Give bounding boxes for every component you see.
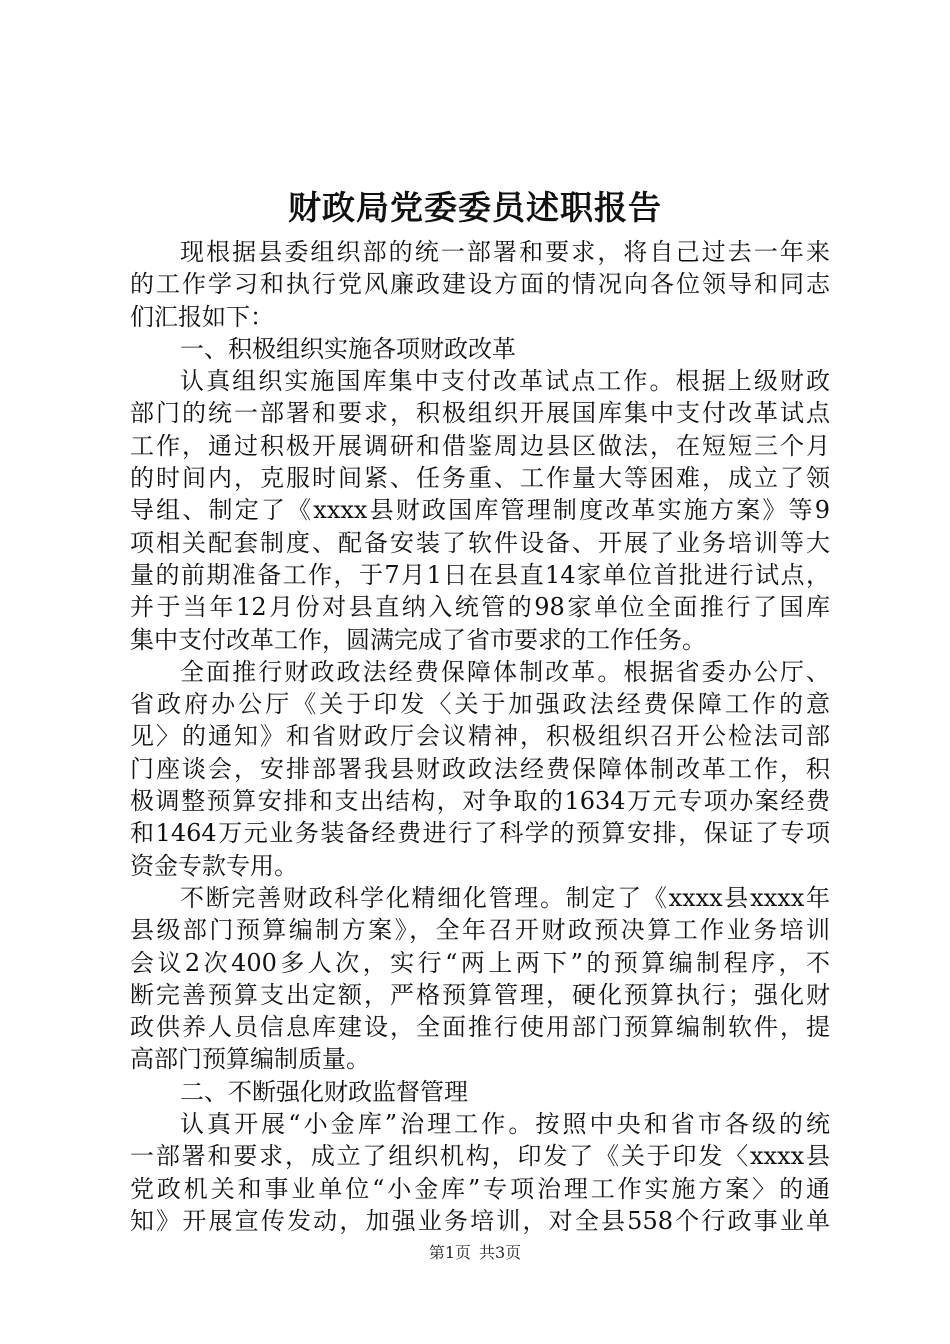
text-line: 认真组织实施国库集中支付改革试点工作。根据上级财政 <box>180 367 830 396</box>
text-line: 会议2次400多人次，实行“两上两下”的预算编制程序，不 <box>130 948 830 977</box>
text-line: 项相关配套制度、配备安装了软件设备、开展了业务培训等大 <box>130 528 830 557</box>
text-line: 认真开展“小金库”治理工作。按照中央和省市各级的统 <box>180 1110 830 1139</box>
text-line: 断完善预算支出定额，严格预算管理，硬化预算执行；强化财 <box>130 980 830 1009</box>
text-line: 门座谈会，安排部署我县财政政法经费保障体制改革工作，积 <box>130 754 830 783</box>
text-line: 高部门预算编制质量。 <box>130 1045 370 1074</box>
text-line: 不断完善财政科学化精细化管理。制定了《xxxx县xxxx年 <box>180 883 830 912</box>
text-line: 导组、制定了《xxxx县财政国库管理制度改革实施方案》等9 <box>130 496 830 525</box>
text-line: 的时间内，克服时间紧、任务重、工作量大等困难，成立了领 <box>130 464 830 493</box>
text-line: 政供养人员信息库建设，全面推行使用部门预算编制软件，提 <box>130 1013 830 1042</box>
text-line: 省政府办公厅《关于印发〈关于加强政法经费保障工作的意 <box>130 690 830 719</box>
document-body <box>130 236 830 1237</box>
text-line: 现根据县委组织部的统一部署和要求，将自己过去一年来 <box>180 238 830 266</box>
text-line: 见〉的通知》和省财政厅会议精神，积极组织召开公检法司部 <box>130 722 830 751</box>
text-line: 集中支付改革工作，圆满完成了省市要求的工作任务。 <box>130 625 706 654</box>
text-line: 党政机关和事业单位“小金库”专项治理工作实施方案〉的通 <box>130 1174 830 1203</box>
section-heading: 二、不断强化财政监督管理 <box>180 1077 468 1106</box>
text-line: 和1464万元业务装备经费进行了科学的预算安排，保证了专项 <box>130 819 830 848</box>
text-line: 们汇报如下： <box>130 302 274 331</box>
section-heading: 一、积极组织实施各项财政改革 <box>180 334 516 363</box>
text-line: 资金专款专用。 <box>130 851 298 880</box>
page-number: 第1页 <box>428 1243 471 1262</box>
text-line: 量的前期准备工作，于7月1日在县直14家单位首批进行试点， <box>130 560 830 589</box>
text-line: 极调整预算安排和支出结构，对争取的1634万元专项办案经费 <box>130 787 830 816</box>
page-total: 共3页 <box>479 1243 522 1262</box>
text-line: 部门的统一部署和要求，积极组织开展国库集中支付改革试点 <box>130 399 830 428</box>
text-line: 知》开展宣传发动，加强业务培训，对全县558个行政事业单 <box>130 1206 830 1235</box>
text-line: 一部署和要求，成立了组织机构，印发了《关于印发〈xxxx县 <box>130 1142 830 1171</box>
document-title: 财政局党委委员述职报告 <box>288 188 662 227</box>
text-line: 工作，通过积极开展调研和借鉴周边县区做法，在短短三个月 <box>130 431 830 460</box>
page-footer <box>0 1242 950 1264</box>
text-line: 全面推行财政政法经费保障体制改革。根据省委办公厅、 <box>180 657 830 686</box>
text-line: 县级部门预算编制方案》，全年召开财政预决算工作业务培训 <box>130 916 830 945</box>
text-line: 并于当年12月份对县直纳入统管的98家单位全面推行了国库 <box>130 593 830 622</box>
text-line: 的工作学习和执行党风廉政建设方面的情况向各位领导和同志 <box>130 270 830 299</box>
